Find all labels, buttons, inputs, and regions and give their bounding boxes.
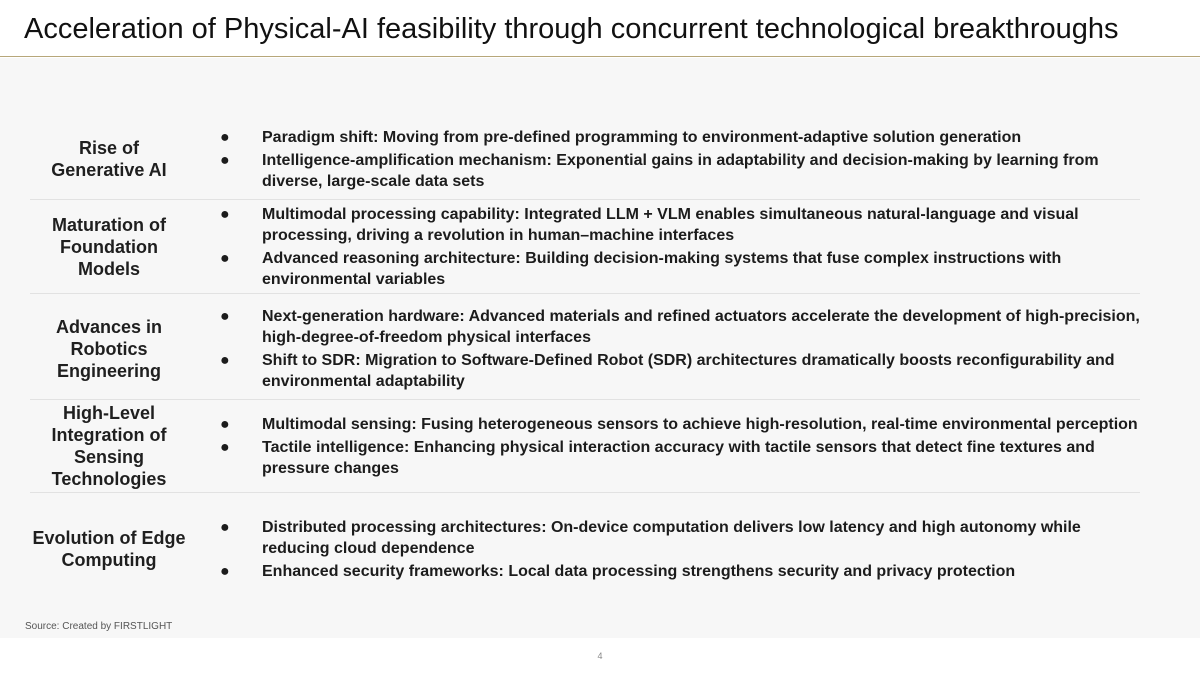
bullet-dot-icon: ●	[220, 352, 230, 369]
row-label: Rise of Generative AI	[51, 138, 167, 180]
bullet-list	[188, 304, 1140, 394]
bullet-item: ● Paradigm shift: Moving from pre-defined programming to environment-adaptive solution generation	[220, 128, 1022, 146]
bullet-item: ● Next-generation hardware: Advanced materials and refined actuators accelerate the development of high-precision, high-degree-of-freedom physical interfaces	[220, 308, 1140, 346]
page-number: 4	[597, 651, 603, 661]
page-title: Acceleration of Physical-AI feasibility through concurrent technological breakthroughs	[24, 13, 1119, 45]
bullet-dot-icon: ●	[220, 562, 230, 580]
bullet-dot-icon: ●	[220, 308, 230, 325]
bullet-dot-icon: ●	[220, 151, 230, 169]
bullet-list	[188, 515, 1140, 584]
row-label: Evolution of Edge Computing	[32, 528, 186, 570]
bullet-item: ● Tactile intelligence: Enhancing physical interaction accuracy with tactile sensors that detect fine textures and pressure changes	[220, 438, 1095, 477]
bullet-dot-icon: ●	[220, 250, 230, 267]
bullet-item: ● Advanced reasoning architecture: Building decision-making systems that fuse complex instructions with environmental variables	[220, 250, 1062, 288]
bullet-dot-icon: ●	[220, 128, 230, 146]
row-robotics-engineering	[30, 300, 1140, 398]
bullet-dot-icon: ●	[220, 415, 230, 433]
row-divider	[30, 492, 1140, 493]
bullet-dot-icon: ●	[220, 206, 230, 223]
row-edge-computing	[30, 505, 1140, 593]
bullet-item: ● Multimodal processing capability: Integrated LLM + VLM enables simultaneous natural-language and visual processing, driving a revolution in human–machine interfaces	[220, 206, 1079, 244]
row-foundation-models	[30, 202, 1140, 292]
bullet-item: ● Enhanced security frameworks: Local data processing strengthens security and privacy protection	[220, 562, 1016, 580]
source-note: Source: Created by FIRSTLIGHT	[25, 621, 173, 632]
title-divider	[0, 56, 1200, 57]
row-sensing-technologies	[30, 400, 1140, 492]
bullet-item: ● Multimodal sensing: Fusing heterogeneous sensors to achieve high-resolution, real-time environmental perception	[220, 415, 1138, 433]
row-label: Maturation of Foundation Models	[52, 215, 166, 279]
bullet-item: ● Distributed processing architectures: On-device computation delivers low latency and high autonomy while reducing cloud dependence	[220, 518, 1081, 557]
bullet-list	[188, 202, 1140, 292]
bullet-dot-icon: ●	[220, 518, 230, 536]
row-divider	[30, 199, 1140, 200]
bullet-list	[188, 412, 1140, 481]
bullet-item: ● Intelligence-amplification mechanism: Exponential gains in adaptability and decision-making by learning from diverse, large-scale data sets	[220, 151, 1099, 190]
row-label: High-Level Integration of Sensing Technologies	[51, 403, 167, 489]
bullet-item: ● Shift to SDR: Migration to Software-Defined Robot (SDR) architectures dramatically boosts reconfigurability and environmental adaptability	[220, 352, 1115, 390]
row-generative-ai	[30, 120, 1140, 198]
row-label: Advances in Robotics Engineering	[55, 317, 163, 381]
row-divider	[30, 293, 1140, 294]
bullet-dot-icon: ●	[220, 438, 230, 456]
bullet-list	[188, 125, 1140, 194]
